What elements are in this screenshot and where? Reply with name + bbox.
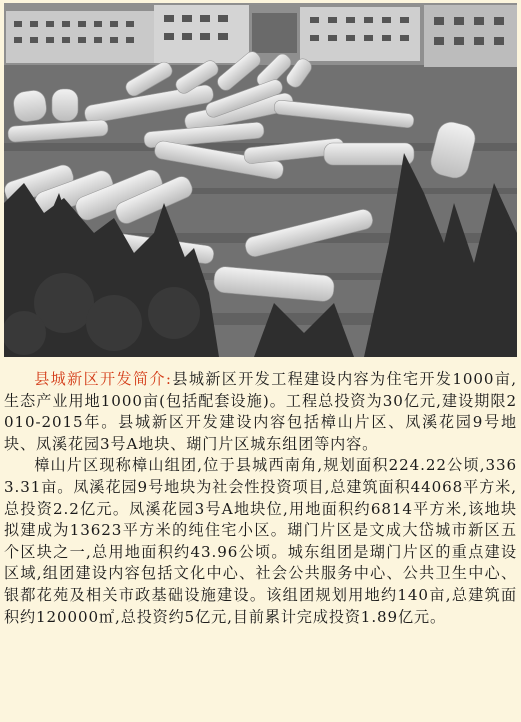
paragraph-intro	[4, 369, 517, 455]
section-title: 县城新区开发简介:	[34, 370, 172, 388]
greenhouse-fields-photo	[4, 3, 517, 357]
article-body	[4, 369, 517, 628]
paragraph-details: 樟山片区现称樟山组团,位于县城西南角,规划面积224.22公顷,3363.31亩。凤溪花园9号地块为社会性投资项目,总建筑面积44068平方米,总投资2.2亿元。凤溪花园3号A地块位,用地面积约6814平方米,该地块拟建成为13623平方米的纯住宅小区。瑚门片区是文成大岱城市新区五个区块之一,总用地面积约43.96公顷。城东组团是瑚门片区的重点建设区域,组团建设内容包括文化中心、社会公共服务中心、公共卫生中心、银都花苑及相关市政基础设施建设。该组团规划用地约140亩,总建筑面积约120000㎡,总投资约5亿元,目前累计完成投资1.89亿元。	[4, 456, 517, 626]
photo-illustration	[4, 3, 517, 357]
buildings	[4, 3, 517, 67]
paragraph-1-text: 县城新区开发工程建设内容为住宅开发1000亩,生态产业用地1000亩(包括配套设施)。工程总投资为30亿元,建设期限2010-2015年。县城新区开发建设内容包括樟山片区、凤溪花园9号地块、凤溪花园3号A地块、瑚门片区城东组团等内容。	[4, 370, 517, 453]
